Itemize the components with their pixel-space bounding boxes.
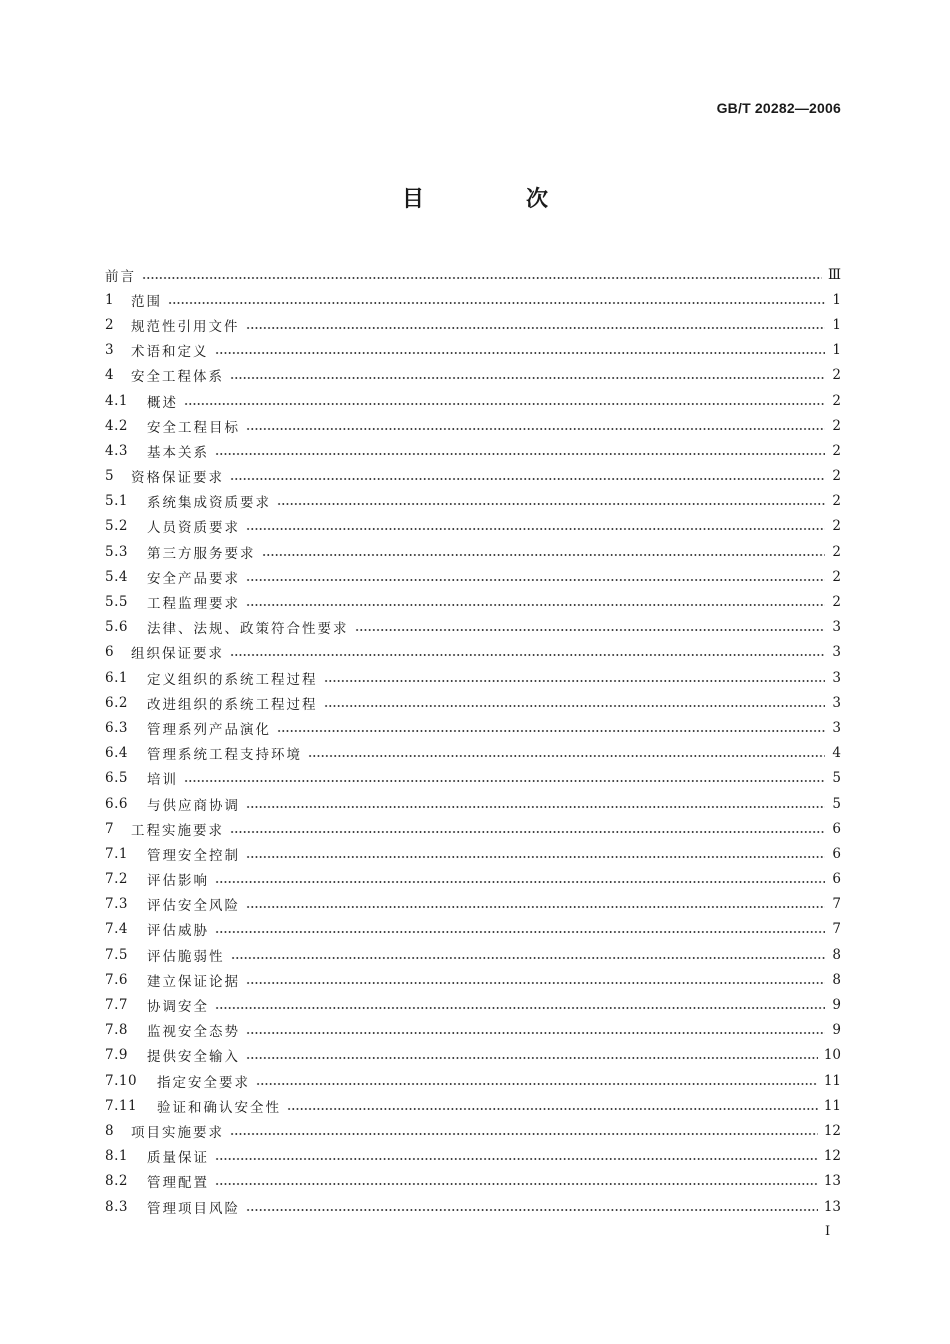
toc-entry[interactable] xyxy=(105,867,841,892)
toc-entry-number: 4.1 xyxy=(105,392,128,409)
toc-entry-label: 管理项目风险 xyxy=(147,1200,240,1217)
dot-leader xyxy=(215,1182,818,1186)
toc-entry-page: 2 xyxy=(832,442,841,459)
toc-entry-page: 13 xyxy=(823,1198,841,1215)
toc-entry-label: 管理安全控制 xyxy=(147,847,240,864)
dot-leader xyxy=(277,729,825,733)
toc-entry-number: 4.3 xyxy=(105,442,128,459)
dot-leader xyxy=(355,628,826,632)
toc-entry-page: 2 xyxy=(832,594,841,611)
toc-entry-number: 6.5 xyxy=(105,770,128,787)
toc-entry-number: 6.4 xyxy=(105,745,128,762)
toc-entry[interactable] xyxy=(105,816,841,841)
toc-entry-number: 8.1 xyxy=(105,1148,128,1165)
dot-leader xyxy=(230,1132,818,1136)
toc-entry-label: 安全产品要求 xyxy=(147,570,240,587)
toc-entry[interactable] xyxy=(105,438,841,463)
toc-entry-number: 4.2 xyxy=(105,417,128,434)
toc-entry-page: 3 xyxy=(832,719,841,736)
dot-leader xyxy=(324,679,826,683)
toc-entry-number: 5.3 xyxy=(105,543,128,560)
toc-entry-label: 人员资质要求 xyxy=(147,520,240,537)
toc-entry-label: 评估脆弱性 xyxy=(147,948,225,965)
toc-entry-page: 9 xyxy=(832,997,841,1014)
toc-entry-page: 2 xyxy=(832,493,841,510)
toc-entry-label: 指定安全要求 xyxy=(157,1074,250,1091)
toc-entry-number: 7.7 xyxy=(105,997,128,1014)
dot-leader xyxy=(246,427,825,431)
toc-entry-number: 5.4 xyxy=(105,568,128,585)
toc-entry-number: 5.1 xyxy=(105,493,128,510)
toc-entry-label: 管理系统工程支持环境 xyxy=(147,747,302,764)
toc-entry[interactable] xyxy=(105,589,841,614)
dot-leader xyxy=(277,502,825,506)
toc-entry-label: 安全工程体系 xyxy=(131,369,224,386)
toc-entry-page: 11 xyxy=(823,1072,841,1089)
dot-leader xyxy=(246,805,825,809)
toc-entry[interactable] xyxy=(105,967,841,992)
toc-entry[interactable] xyxy=(105,1018,841,1043)
toc-entry[interactable] xyxy=(105,690,841,715)
dot-leader xyxy=(215,452,825,456)
toc-entry-number: 7.3 xyxy=(105,896,128,913)
toc-entry[interactable] xyxy=(105,917,841,942)
toc-entry-label: 与供应商协调 xyxy=(147,797,240,814)
toc-entry-page: 3 xyxy=(832,644,841,661)
toc-entry-page: 5 xyxy=(832,770,841,787)
toc-entry-number: 8.3 xyxy=(105,1198,128,1215)
toc-entry-page: 2 xyxy=(832,468,841,485)
toc-entry-number: 7 xyxy=(105,820,115,837)
dot-leader xyxy=(246,981,825,985)
toc-entry-page: 2 xyxy=(832,568,841,585)
toc-entry[interactable] xyxy=(105,338,841,363)
toc-entry-label: 组织保证要求 xyxy=(131,646,224,663)
toc-entry[interactable] xyxy=(105,1068,841,1093)
toc-entry-label: 范围 xyxy=(131,293,162,310)
toc-entry-page: 12 xyxy=(823,1122,841,1139)
toc-entry-label: 系统集成资质要求 xyxy=(147,495,271,512)
toc-entry-label: 评估影响 xyxy=(147,873,209,890)
toc-entry-page: 1 xyxy=(832,316,841,333)
dot-leader xyxy=(215,880,825,884)
toc-entry-label: 规范性引用文件 xyxy=(131,318,240,335)
toc-entry-label: 项目实施要求 xyxy=(131,1124,224,1141)
toc-entry-number: 7.4 xyxy=(105,921,128,938)
dot-leader xyxy=(246,1208,818,1212)
toc-entry-label: 提供安全输入 xyxy=(147,1049,240,1066)
standard-code: GB/T 20282—2006 xyxy=(716,100,841,116)
dot-leader xyxy=(287,1107,818,1111)
toc-entry-page: 6 xyxy=(832,871,841,888)
toc-entry[interactable] xyxy=(105,564,841,589)
dot-leader xyxy=(230,653,825,657)
page-number: Ⅰ xyxy=(825,1224,831,1239)
toc-entry-page: 3 xyxy=(832,619,841,636)
toc-entry-label: 基本关系 xyxy=(147,444,209,461)
toc-entry-page: 2 xyxy=(832,518,841,535)
toc-entry-page: 2 xyxy=(832,392,841,409)
toc-entry-page: 12 xyxy=(823,1148,841,1165)
toc-entry-label: 管理配置 xyxy=(147,1175,209,1192)
dot-leader xyxy=(230,376,825,380)
toc-entry-number: 7.9 xyxy=(105,1047,128,1064)
toc-entry-label: 监视安全态势 xyxy=(147,1024,240,1041)
toc-entry[interactable] xyxy=(105,791,841,816)
toc-entry[interactable] xyxy=(105,464,841,489)
toc-entry[interactable] xyxy=(105,665,841,690)
toc-entry[interactable] xyxy=(105,1144,841,1169)
toc-entry[interactable] xyxy=(105,388,841,413)
dot-leader xyxy=(231,956,826,960)
toc-entry-page: 3 xyxy=(832,669,841,686)
toc-entry-page: 1 xyxy=(832,291,841,308)
toc-entry[interactable] xyxy=(105,287,841,312)
toc-entry[interactable] xyxy=(105,1194,841,1219)
toc-entry-label: 资格保证要求 xyxy=(131,470,224,487)
dot-leader xyxy=(246,1056,818,1060)
toc-entry[interactable] xyxy=(105,1093,841,1118)
toc-entry[interactable] xyxy=(105,312,841,337)
dot-leader xyxy=(246,1031,825,1035)
toc-entry[interactable] xyxy=(105,766,841,791)
toc-entry-label: 改进组织的系统工程过程 xyxy=(147,696,318,713)
dot-leader xyxy=(168,301,825,305)
toc-entry-label: 管理系列产品演化 xyxy=(147,721,271,738)
toc-entry-label: 概述 xyxy=(147,394,178,411)
toc-entry[interactable] xyxy=(105,1169,841,1194)
toc-entry-number: 7.6 xyxy=(105,971,128,988)
toc-entry-number: 5.2 xyxy=(105,518,128,535)
dot-leader xyxy=(246,527,825,531)
toc-entry-number: 1 xyxy=(105,291,115,308)
toc-entry[interactable] xyxy=(105,615,841,640)
toc-entry[interactable] xyxy=(105,892,841,917)
toc-entry-label: 评估威胁 xyxy=(147,923,209,940)
toc-entry-page: 4 xyxy=(832,745,841,762)
toc-entry-number: 7.5 xyxy=(105,946,128,963)
toc-entry-number: 7.10 xyxy=(105,1072,138,1089)
toc-entry-number: 7.11 xyxy=(105,1097,138,1114)
dot-leader xyxy=(230,477,825,481)
toc-entry-number: 7.1 xyxy=(105,845,128,862)
toc-entry-number: 6.2 xyxy=(105,694,128,711)
dot-leader xyxy=(256,1082,818,1086)
dot-leader xyxy=(215,351,826,355)
toc-entry-page: 6 xyxy=(832,820,841,837)
toc-entry-page: Ⅲ xyxy=(827,266,841,283)
toc-entry-label: 第三方服务要求 xyxy=(147,545,256,562)
toc-entry-label: 法律、法规、政策符合性要求 xyxy=(147,621,349,638)
toc-entry-label: 术语和定义 xyxy=(131,344,209,361)
dot-leader xyxy=(184,779,825,783)
dot-leader xyxy=(324,704,826,708)
toc-entry-number: 8.2 xyxy=(105,1173,128,1190)
toc-entry-number: 5.5 xyxy=(105,594,128,611)
toc-entry[interactable] xyxy=(105,942,841,967)
toc-entry[interactable] xyxy=(105,413,841,438)
toc-entry-label: 质量保证 xyxy=(147,1150,209,1167)
toc-entry[interactable] xyxy=(105,539,841,564)
toc-entry-page: 3 xyxy=(832,694,841,711)
toc-entry[interactable] xyxy=(105,1043,841,1068)
toc-entry-page: 7 xyxy=(832,896,841,913)
page-title: 目 次 xyxy=(401,186,588,212)
toc-entry[interactable] xyxy=(105,489,841,514)
dot-leader xyxy=(230,830,825,834)
toc-entry-label: 建立保证论据 xyxy=(147,973,240,990)
toc-entry-page: 11 xyxy=(823,1097,841,1114)
toc-entry-number: 3 xyxy=(105,342,115,359)
toc-entry-number: 4 xyxy=(105,367,115,384)
toc-entry-number: 2 xyxy=(105,316,115,333)
toc-entry-number: 7.8 xyxy=(105,1022,128,1039)
toc-entry-number: 5 xyxy=(105,468,115,485)
toc-entry[interactable] xyxy=(105,514,841,539)
toc-entry-label: 验证和确认安全性 xyxy=(157,1099,281,1116)
toc-entry-page: 1 xyxy=(832,342,841,359)
toc-entry-number: 6.3 xyxy=(105,719,128,736)
dot-leader xyxy=(246,326,826,330)
toc-entry-number: 6 xyxy=(105,644,115,661)
toc-entry-page: 6 xyxy=(832,845,841,862)
toc-entry-page: 10 xyxy=(823,1047,841,1064)
toc-entry-label: 前言 xyxy=(105,268,136,285)
toc-entry[interactable] xyxy=(105,715,841,740)
toc-entry-label: 安全工程目标 xyxy=(147,419,240,436)
toc-entry-number: 8 xyxy=(105,1122,115,1139)
toc-entry[interactable] xyxy=(105,262,841,287)
toc-entry-number: 5.6 xyxy=(105,619,128,636)
dot-leader xyxy=(215,1157,818,1161)
toc-entry-label: 培训 xyxy=(147,772,178,789)
toc-entry-page: 2 xyxy=(832,417,841,434)
toc-entry[interactable] xyxy=(105,741,841,766)
dot-leader xyxy=(142,276,822,280)
toc-entry-label: 评估安全风险 xyxy=(147,898,240,915)
toc-entry-page: 9 xyxy=(832,1022,841,1039)
toc-entry[interactable] xyxy=(105,1118,841,1143)
toc-entry-label: 定义组织的系统工程过程 xyxy=(147,671,318,688)
toc-entry[interactable] xyxy=(105,841,841,866)
dot-leader xyxy=(246,603,825,607)
dot-leader xyxy=(246,905,825,909)
toc-entry-page: 2 xyxy=(832,367,841,384)
dot-leader xyxy=(184,402,825,406)
toc-entry-page: 8 xyxy=(832,971,841,988)
toc-entry-page: 5 xyxy=(832,795,841,812)
dot-leader xyxy=(215,1006,825,1010)
toc-entry-page: 8 xyxy=(832,946,841,963)
table-of-contents xyxy=(105,262,841,1219)
toc-entry[interactable] xyxy=(105,992,841,1017)
toc-entry-page: 7 xyxy=(832,921,841,938)
dot-leader xyxy=(308,754,825,758)
toc-entry-page: 2 xyxy=(832,543,841,560)
toc-entry-label: 协调安全 xyxy=(147,999,209,1016)
toc-entry-page: 13 xyxy=(823,1173,841,1190)
dot-leader xyxy=(246,578,825,582)
toc-entry-number: 6.6 xyxy=(105,795,128,812)
toc-entry[interactable] xyxy=(105,363,841,388)
toc-entry-label: 工程实施要求 xyxy=(131,822,224,839)
dot-leader xyxy=(262,553,826,557)
dot-leader xyxy=(215,930,825,934)
toc-entry-label: 工程监理要求 xyxy=(147,596,240,613)
toc-entry[interactable] xyxy=(105,640,841,665)
toc-entry-number: 7.2 xyxy=(105,871,128,888)
toc-entry-number: 6.1 xyxy=(105,669,128,686)
dot-leader xyxy=(246,855,825,859)
